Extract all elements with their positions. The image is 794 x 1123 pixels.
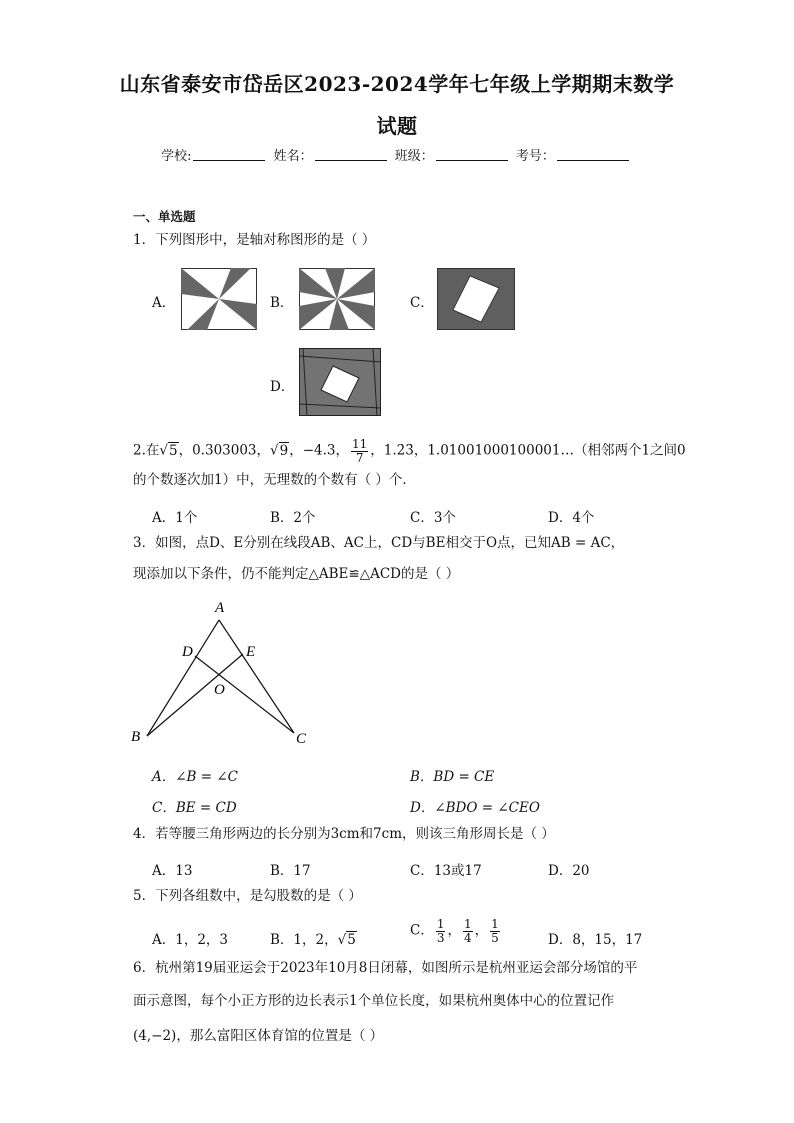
q4-option-c: C．13或17 <box>410 863 482 879</box>
q6-line2: 面示意图，每个小正方形的边长表示1个单位长度，如果杭州奥体中心的位置记作 <box>133 993 615 1009</box>
q3-triangle-figure <box>128 598 318 748</box>
q3-option-b: B．BD = CE <box>410 769 495 785</box>
q1-option-b-label: B． <box>270 295 294 311</box>
class-label: 班级： <box>394 149 434 164</box>
point-e-label: E <box>246 644 256 660</box>
q2-option-b: B．2个 <box>270 510 316 526</box>
q2-line1 <box>133 438 686 464</box>
q6-line1: 6．杭州第19届亚运会于2023年10月8日闭幕，如图所示是杭州亚运会部分场馆的平 <box>133 960 638 976</box>
exam-number-blank <box>557 148 629 161</box>
q4-stem: 4．若等腰三角形两边的长分别为3cm和7cm，则该三角形周长是（ ） <box>133 826 555 842</box>
q2-sep2: ，−4.3， <box>289 442 349 459</box>
point-d-label: D <box>182 644 193 660</box>
q1-option-c-label: C． <box>410 295 434 311</box>
class-blank <box>436 148 508 161</box>
q5-stem: 5．下列各组数中，是勾股数的是（ ） <box>133 888 362 904</box>
q5-option-c: C． $\frac{1}{3}$ ， $\frac{1}{4}$ ， $\frac{1}{5}$ <box>410 917 499 945</box>
q5-option-b-prefix: B．1，2， <box>270 932 338 948</box>
point-b-label: B <box>131 729 141 745</box>
q5-option-d: D．8，15，17 <box>548 932 643 948</box>
section-heading: 一、单选题 <box>133 209 196 224</box>
q3-option-c: C．BE = CD <box>152 800 237 816</box>
point-c-label: C <box>296 731 307 747</box>
q4-option-d: D．20 <box>548 863 590 879</box>
sqrt-5: √5 <box>159 442 178 459</box>
q4-option-a: A．13 <box>152 863 193 879</box>
q1-figure-d <box>299 348 381 416</box>
student-info-row <box>0 145 794 164</box>
q2-prefix: 2.在 <box>133 442 160 459</box>
school-label: 学校: <box>161 149 192 164</box>
school-blank <box>193 148 265 161</box>
q2-line2: 的个数逐次加1）中，无理数的个数有（ ）个． <box>133 472 416 488</box>
name-blank <box>315 148 387 161</box>
exam-number-label: 考号： <box>515 149 555 164</box>
q1-option-d-label: D． <box>270 379 295 395</box>
q2-option-a: A．1个 <box>152 510 198 526</box>
q2-sep1: ，0.303003， <box>178 442 271 459</box>
exam-title-line1: 山东省泰安市岱岳区2023-2024学年七年级上学期期末数学 <box>119 72 675 96</box>
q6-line3: (4,−2)，那么富阳区体育馆的位置是（ ） <box>133 1028 384 1044</box>
exam-title-line2: 试题 <box>376 114 418 138</box>
q3-line2: 现添加以下条件，仍不能判定△ABE≌△ACD的是（ ） <box>133 566 460 582</box>
q1-figure-a <box>181 268 257 330</box>
fraction-1-5: $\frac{1}{5}$ <box>491 917 499 945</box>
q4-option-b: B．17 <box>270 863 311 879</box>
q3-option-a: A．∠B = ∠C <box>152 769 239 785</box>
q3-line1: 3．如图，点D、E分别在线段AB、AC上，CD与BE相交于O点，已知AB = AC， <box>133 535 625 551</box>
fraction-1-4: $\frac{1}{4}$ <box>463 917 472 945</box>
sqrt-5-option: 5 <box>347 932 356 948</box>
name-label: 姓名： <box>273 149 313 164</box>
q1-option-a-label: A． <box>152 295 176 311</box>
q3-option-d: D．∠BDO = ∠CEO <box>410 800 540 816</box>
q5-option-a: A．1，2，3 <box>152 932 229 948</box>
q5-option-b: B．1，2，√5 <box>270 932 356 948</box>
q5-option-c-prefix: C． <box>410 922 434 939</box>
q2-sep3: ，1.2̇3̇，1.01001000100001…（相邻两个1之间0 <box>370 442 686 459</box>
q1-figure-b <box>299 268 375 330</box>
q2-option-d: D．4个 <box>548 510 595 526</box>
q2-option-c: C．3个 <box>410 510 456 526</box>
point-o-label: O <box>214 682 225 698</box>
fraction-1-3: $\frac{1}{3}$ <box>436 917 445 945</box>
q1-figure-c <box>437 268 515 330</box>
sqrt-9: √9 <box>270 442 289 459</box>
q1-stem: 1．下列图形中，是轴对称图形的是（ ） <box>133 232 376 248</box>
point-a-label: A <box>215 600 225 616</box>
fraction-11-7: $\frac{11}{7}$ <box>352 437 368 465</box>
